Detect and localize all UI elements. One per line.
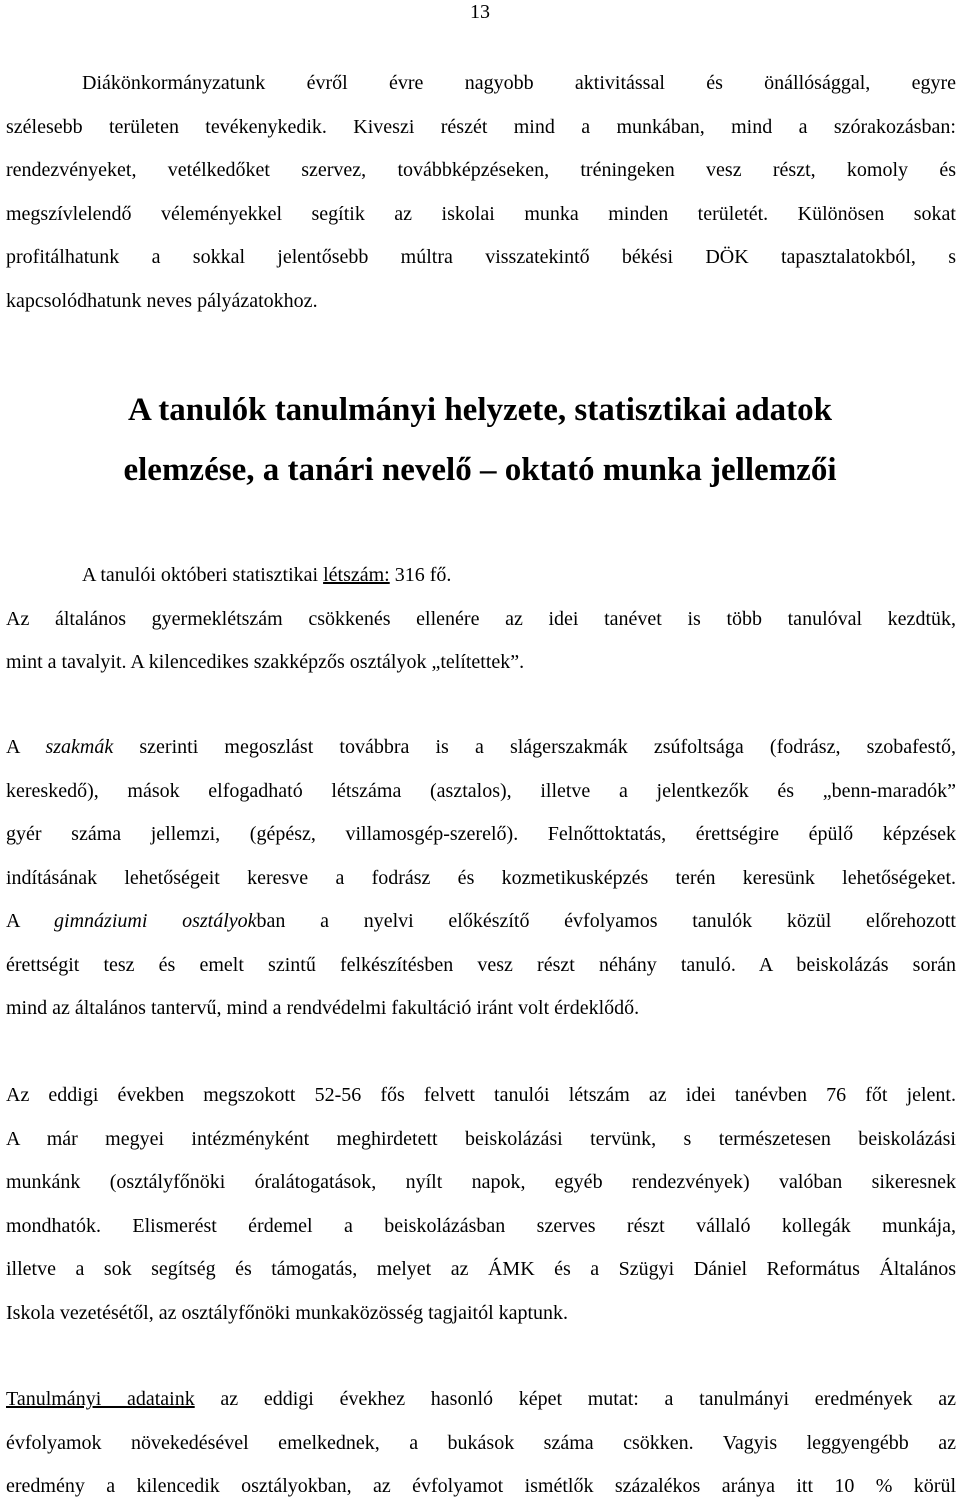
text-line: érettségit tesz és emelt szintű felkészítésben vesz részt néhány tanuló. A beiskolázás során <box>6 953 956 976</box>
underlined-text: létszám: <box>323 564 390 586</box>
text-line: kereskedő), mások elfogadható létszáma (asztalos), illetve a jelentkezők és „benn-maradók” <box>6 779 956 802</box>
text-line: évfolyamok növekedésével emelkednek, a bukások száma csökken. Vagyis leggyengébb az <box>6 1431 956 1454</box>
italic-text: gimnáziumi osztályok <box>54 910 257 932</box>
text-line: mint a tavalyit. A kilencedikes szakképzős osztályok „telítettek”. <box>6 651 525 673</box>
section-heading <box>0 380 960 500</box>
text-line: indításának lehetőségeit keresve a fodrász és kozmetikusképzés terén keresünk lehetőségeket. <box>6 866 956 889</box>
heading-line: A tanulók tanulmányi helyzete, statisztikai adatok <box>127 392 833 428</box>
underlined-text: Tanulmányi adataink <box>6 1388 195 1410</box>
italic-text: szakmák <box>45 736 114 758</box>
text-line <box>6 726 956 770</box>
heading-line: elemzése, a tanári nevelő – oktató munka jellemzői <box>123 452 837 488</box>
trades-text: szerinti megoszlást továbbra is a slágerszakmák zsúfoltsága (fodrász, szobafestő, <box>113 736 956 758</box>
text-line: kapcsolódhatunk neves pályázatokhoz. <box>6 289 318 312</box>
text-line <box>6 1378 956 1422</box>
text-line: eredmény a kilencedik osztályokban, az évfolyamot ismétlők százalékos aránya itt 10 % körül <box>6 1475 956 1497</box>
text-line: Iskola vezetésétől, az osztályfőnöki munkaközösség tagjaitól kaptunk. <box>6 1301 569 1324</box>
text-line: profitálhatunk a sokkal jelentősebb múltra visszatekintő békési DÖK tapasztalatokból, s <box>6 246 956 268</box>
text-line <box>6 554 956 598</box>
text-line: szélesebb területen tevékenykedik. Kiveszi részét mind a munkában, mind a szórakozásban: <box>6 115 956 138</box>
text-line: mondhatók. Elismerést érdemel a beiskolázásban szerves részt vállaló kollegák munkája, <box>6 1214 956 1237</box>
paragraph-student-council <box>6 62 956 323</box>
trades-text: ban a nyelvi előkészítő évfolyamos tanulók közül előrehozott <box>256 910 956 932</box>
text-line: gyér száma jellemzi, (gépész, villamosgép-szerelő). Felnőttoktatás, érettségire épülő képzések <box>6 823 956 845</box>
text-line: mind az általános tantervű, mind a rendvédelmi fakultáció iránt volt érdeklődő. <box>6 997 640 1019</box>
paragraph-trades <box>6 726 956 1031</box>
paragraph-statistics <box>6 554 956 685</box>
trades-text: A <box>6 736 46 758</box>
text-line: megszívlelendő véleményekkel segítik az iskolai munka minden területét. Különösen sokat <box>6 202 956 225</box>
stats-prefix: A tanulói októberi statisztikai <box>82 564 324 586</box>
text-line: munkánk (osztályfőnöki óralátogatások, nyílt napok, egyéb rendezvények) valóban sikeresnek <box>6 1171 956 1193</box>
text-line: illetve a sok segítség és támogatás, melyet az ÁMK és a Szügyi Dániel Református Általános <box>6 1258 956 1280</box>
paragraph-enrolment <box>6 1074 956 1335</box>
text-line: A már megyei intézményként meghirdetett beiskolázási tervünk, s természetesen beiskolázási <box>6 1127 956 1150</box>
trades-text: A <box>6 910 55 932</box>
paragraph-academic-results <box>6 1378 956 1509</box>
stats-suffix: 316 fő. <box>389 564 452 586</box>
results-text: az eddigi évekhez hasonló képet mutat: a tanulmányi eredmények az <box>194 1388 956 1410</box>
text-line: Diákönkormányzatunk évről évre nagyobb aktivitással és önállósággal, egyre <box>82 72 956 94</box>
text-line: rendezvényeket, vetélkedőket szervez, továbbképzéseken, tréningeken vesz részt, komoly és <box>6 159 956 181</box>
page-number: 13 <box>470 1 490 23</box>
text-line <box>6 900 956 944</box>
text-line: Az eddigi években megszokott 52-56 fős felvett tanulói létszám az idei tanévben 76 főt jelent. <box>6 1084 956 1106</box>
text-line: Az általános gyermeklétszám csökkenés ellenére az idei tanévet is több tanulóval kezdtük, <box>6 607 956 630</box>
